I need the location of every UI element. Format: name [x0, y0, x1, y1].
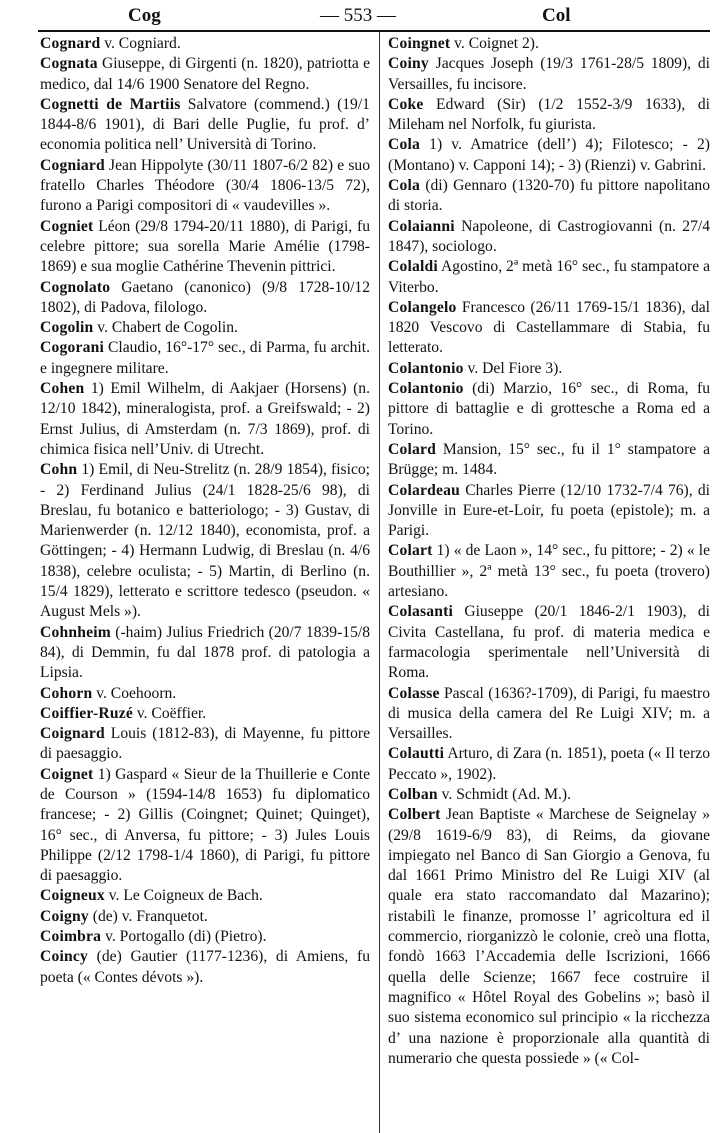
entry-text: v. Del Fiore 3).: [463, 359, 563, 377]
entry: [388, 34, 710, 54]
entry-headword: Coignard: [40, 725, 105, 743]
entry-headword: Colangelo: [388, 298, 457, 316]
page-number: — 553 —: [320, 5, 396, 26]
entry-headword: Cohn: [40, 461, 78, 479]
entry: [40, 765, 370, 887]
entry-headword: Cogniard: [40, 156, 105, 174]
entry-headword: Coignet: [40, 765, 94, 783]
entry-text: v. Schmidt (Ad. M.).: [437, 785, 571, 803]
entry-text: Giuseppe, di Girgenti (n. 1820), patriotta e medico, dal 14/6 1900 Senatore del Regno.: [40, 55, 370, 93]
entry: [388, 54, 710, 95]
entry: [40, 278, 370, 319]
entry-headword: Colaldi: [388, 258, 438, 276]
entry: [40, 947, 370, 988]
entry-headword: Cognata: [40, 55, 98, 73]
entry-headword: Cognolato: [40, 278, 111, 296]
entry-text: Charles Pierre (12/10 1732-7/4 76), di Jonville in Eure-et-Loir, fu poeta (epistole); m. a Parigi.: [388, 481, 710, 540]
entry-text: v. Chabert de Cogolin.: [93, 319, 238, 337]
entry: [40, 927, 370, 947]
entry: [40, 907, 370, 927]
entry: [40, 217, 370, 278]
entry-headword: Cola: [388, 136, 420, 154]
entry-headword: Coimbra: [40, 928, 102, 946]
entry-text: Jean Baptiste « Marchese de Seignelay » (29/8 1619-6/9 83), di Reims, da giovane impiegato nel Banco di San Giorgio a Genova, fu dal 1661 Primo Ministro del Re Luigi XIV (al quale era stato raccomandato dal Mazarino); ristabilì le finanze, promosse l’ agricoltura ed il commercio, riorganizzò le colonie, creò una flotta, fondò 1663 l’Accademia delle Iscrizioni, 1666 quella delle Scienze; 1667 fece costruire il magnifico « Hôtel Royal des Gobelins »; basò il suo sistema economico sul principio « la ricchezza d’ una nazione è proporzionale alla quantità di numerario che questa possiede » (« Col-: [388, 806, 710, 1067]
entry-headword: Cognard: [40, 35, 101, 52]
entry-headword: Coigneux: [40, 887, 105, 905]
entry-headword: Colasse: [388, 684, 440, 702]
entry-text: (di) Gennaro (1320-70) fu pittore napolitano di storia.: [388, 177, 710, 215]
entry-headword: Cognetti de Martiis: [40, 95, 181, 113]
entry: [40, 460, 370, 622]
entry-text: (di) Marzio, 16° sec., di Roma, fu pittore di battaglie e di grottesche a Roma ed a Torino.: [388, 380, 710, 438]
entry: [40, 95, 370, 156]
entry-text: Louis (1812-83), di Mayenne, fu pittore di paesaggio.: [40, 725, 370, 763]
running-header: [0, 2, 718, 30]
entry-headword: Colart: [388, 542, 433, 560]
entry-headword: Colbert: [388, 806, 441, 824]
entry-text: v. Coëffier.: [132, 704, 207, 722]
entry-text: v. Coehoorn.: [92, 684, 177, 702]
entry: [388, 359, 710, 379]
entry-text: Arturo, di Zara (n. 1851), poeta (« Il terzo Peccato », 1902).: [388, 745, 710, 783]
entry: [388, 805, 710, 1069]
entry: [40, 886, 370, 906]
entry-headword: Cogorani: [40, 339, 104, 357]
entry: [388, 95, 710, 136]
entry-headword: Coke: [388, 95, 424, 113]
entry-text: 1) « de Laon », 14° sec., fu pittore; - 2) « le Bouthillier », 2ª metà 13° sec., fu poeta (trovero) artesiano.: [388, 542, 710, 601]
entry-text: Pascal (1636?-1709), di Parigi, fu maestro di musica della camera del Re Luigi XIV; m. a Versailles.: [388, 684, 710, 743]
entry: [388, 541, 710, 602]
header-right-guideword: Col: [542, 5, 571, 26]
entry-text: Gaetano (canonico) (9/8 1728-10/12 1802), di Padova, filologo.: [40, 278, 370, 316]
entry-text: (-haim) Julius Friedrich (20/7 1839-15/8 84), di Demmin, fu dal 1878 prof. di patologia a Lipsia.: [40, 623, 370, 682]
entry: [40, 724, 370, 765]
entry: [40, 379, 370, 460]
entry-headword: Coincy: [40, 948, 88, 966]
entry-headword: Coiny: [388, 55, 429, 73]
entry: [40, 684, 370, 704]
entry-headword: Cohorn: [40, 684, 93, 702]
entry: [388, 785, 710, 805]
entry-headword: Colantonio: [388, 380, 464, 398]
entry-headword: Colaianni: [388, 217, 455, 235]
entry-text: (de) Gautier (1177-1236), di Amiens, fu poeta (« Contes dévots »).: [40, 948, 370, 986]
right-column: [388, 34, 710, 1069]
entry-text: Claudio, 16°-17° sec., di Parma, fu archit. e ingegnere militare.: [40, 339, 370, 377]
entry-text: Mansion, 15° sec., fu il 1° stampatore a Brügge; m. 1484.: [388, 440, 710, 479]
entry: [40, 623, 370, 684]
entry: [388, 440, 710, 481]
entry: [388, 481, 710, 542]
entry: [40, 34, 370, 54]
entry-headword: Coingnet: [388, 35, 451, 52]
entry-text: Francesco (26/11 1769-15/1 1836), dal 1820 Vescovo di Castellammare di Stabia, fu letterato.: [388, 298, 710, 357]
entry-text: Napoleone, di Castrogiovanni (n. 27/4 1847), sociologo.: [388, 217, 710, 255]
entry-text: v. Le Coigneux de Bach.: [104, 887, 263, 905]
entry-text: Jacques Joseph (19/3 1761-28/5 1809), di Versailles, fu incisore.: [388, 55, 710, 93]
entry-text: 1) Emil, di Neu-Strelitz (n. 28/9 1854), fisico; - 2) Ferdinand Julius (24/1 1828-25/6 98), di Breslau, fu botanico e batteriologo; - 3) Gustav, di Marienwerder (n. 12/12 1840), economista, prof. a Göttingen; - 4) Hermann Ludwig, di Breslau (n. 4/6 1838), celebre oculista; - 5) Martin, di Berlino (n. 15/4 1829), letterato e scrittore tedesco (pseudon. « August Mels »).: [40, 461, 370, 621]
header-rule: [38, 30, 710, 32]
entry: [388, 379, 710, 440]
entry: [40, 338, 370, 379]
entry-text: Giuseppe (20/1 1846-2/1 1903), di Civita Castellana, fu prof. di materia medica e farmacologia sperimentale nell’Università di Roma.: [388, 603, 710, 682]
entry-headword: Cogolin: [40, 319, 94, 337]
entry-text: (de) v. Franquetot.: [88, 907, 208, 925]
entry: [388, 298, 710, 359]
entry-text: v. Portogallo (di) (Pietro).: [101, 928, 267, 946]
entry-text: v. Cogniard.: [100, 35, 181, 52]
entry-headword: Coigny: [40, 907, 89, 925]
entry-text: Agostino, 2ª metà 16° sec., fu stampatore a Viterbo.: [388, 258, 710, 296]
entry: [40, 156, 370, 217]
entry-headword: Colardeau: [388, 481, 460, 499]
entry-text: 1) v. Amatrice (dell’) 4); Filotesco; - 2) (Montano) v. Capponi 14); - 3) (Rienzi) v. Gabrini.: [388, 136, 710, 174]
entry: [388, 217, 710, 258]
entry-headword: Colard: [388, 440, 436, 458]
entry: [40, 54, 370, 95]
entry-text: Edward (Sir) (1/2 1552-3/9 1633), di Mileham nel Norfolk, fu giurista.: [388, 95, 710, 134]
entry-headword: Cola: [388, 177, 420, 195]
entry-headword: Cohen: [40, 380, 85, 398]
entry-headword: Cogniet: [40, 217, 94, 235]
entry-text: 1) Emil Wilhelm, di Aakjaer (Horsens) (n. 12/10 1842), mineralogista, prof. a Greifswald; - 2) Ernst Julius, di Amsterdam (n. 7/3 1869), prof. di chimica fisica nell’Univ. di Utrecht.: [40, 380, 370, 458]
header-left-guideword: Cog: [128, 5, 161, 26]
left-column: [40, 34, 370, 988]
entry: [40, 318, 370, 338]
entry-headword: Colasanti: [388, 603, 454, 621]
entry: [40, 704, 370, 724]
entry: [388, 135, 710, 176]
entry-text: Jean Hippolyte (30/11 1807-6/2 82) e suo fratello Charles Théodore (30/4 1806-13/5 72), furono a Parigi compositori di « vaudevilles ».: [40, 156, 370, 215]
entry-headword: Colantonio: [388, 359, 464, 377]
entry: [388, 602, 710, 683]
entry-headword: Cohnheim: [40, 623, 111, 641]
entry-text: v. Coignet 2).: [450, 35, 539, 52]
entry-headword: Colautti: [388, 745, 445, 763]
entry: [388, 176, 710, 217]
entry-text: 1) Gaspard « Sieur de la Thuillerie e Conte de Courson » (1594-14/8 1653) fu diplomatico francese; - 2) Gillis (Coingnet; Quinet; Quinget), 16° sec., di Anversa, fu pittore; - 3) Jules Louis Philippe (2/12 1798-1/4 1860), di Parigi, fu pittore di paesaggio.: [40, 765, 370, 885]
entry-headword: Colban: [388, 785, 438, 803]
entry: [388, 257, 710, 298]
entry-text: Léon (29/8 1794-20/11 1880), di Parigi, fu celebre pittore; sua sorella Marie Amélie (1798-1869) e sua moglie Cathérine Thevenin pittrici.: [40, 217, 370, 276]
entry-text: Salvatore (commend.) (19/1 1844-8/6 1901), di Bari delle Puglie, fu prof. d’ economia politica nell’ Università di Torino.: [40, 95, 370, 154]
entry-headword: Coiffier-Ruzé: [40, 704, 133, 722]
column-divider: [379, 32, 380, 1133]
entry: [388, 744, 710, 785]
entry: [388, 684, 710, 745]
